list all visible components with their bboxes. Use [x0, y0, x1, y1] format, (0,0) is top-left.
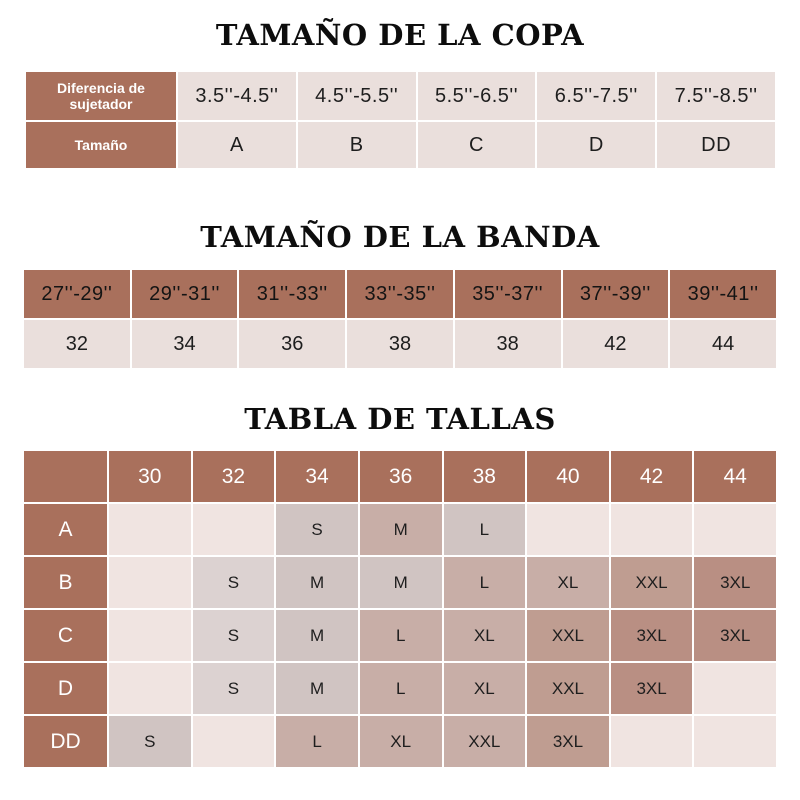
- size-cell: M: [360, 504, 442, 555]
- cup-size-title: TAMAÑO DE LA COPA: [215, 18, 585, 52]
- band-column-header: 44: [694, 451, 776, 502]
- band-range-row: [24, 270, 776, 318]
- size-cell: [109, 663, 191, 714]
- band-range-cell: 33''-35'': [347, 270, 453, 318]
- band-range-cell: 35''-37'': [455, 270, 561, 318]
- size-cell: L: [444, 557, 526, 608]
- size-cell: 3XL: [694, 557, 776, 608]
- cup-row-label: B: [24, 557, 107, 608]
- size-cell: L: [276, 716, 358, 767]
- band-size-cell: 38: [347, 320, 453, 368]
- size-chart-row: [24, 610, 776, 661]
- size-cell: 3XL: [611, 610, 693, 661]
- band-column-header: 36: [360, 451, 442, 502]
- size-chart-title: TABLA DE TALLAS: [244, 402, 556, 436]
- size-cell: 3XL: [527, 716, 609, 767]
- band-column-header: 38: [444, 451, 526, 502]
- cup-size-row: [26, 122, 775, 168]
- cup-size-label: Tamaño: [26, 122, 176, 168]
- size-cell: S: [109, 716, 191, 767]
- size-cell: [527, 504, 609, 555]
- size-cell: [611, 504, 693, 555]
- cup-difference-cell: 3.5''-4.5'': [178, 72, 296, 120]
- size-cell: XL: [444, 610, 526, 661]
- size-cell: S: [193, 663, 275, 714]
- size-cell: [193, 504, 275, 555]
- size-chart-table: [22, 449, 778, 769]
- size-cell: [611, 716, 693, 767]
- band-range-cell: 27''-29'': [24, 270, 130, 318]
- size-chart-row: [24, 504, 776, 555]
- size-cell: 3XL: [611, 663, 693, 714]
- size-chart-row: [24, 663, 776, 714]
- size-cell: M: [276, 557, 358, 608]
- size-cell: M: [276, 663, 358, 714]
- size-cell: [193, 716, 275, 767]
- band-column-header: 30: [109, 451, 191, 502]
- size-chart-corner: [24, 451, 107, 502]
- size-cell: 3XL: [694, 610, 776, 661]
- cup-row-label: D: [24, 663, 107, 714]
- size-cell: [694, 504, 776, 555]
- band-column-header: 40: [527, 451, 609, 502]
- band-range-cell: 31''-33'': [239, 270, 345, 318]
- size-cell: [694, 716, 776, 767]
- size-cell: S: [276, 504, 358, 555]
- band-range-cell: 29''-31'': [132, 270, 238, 318]
- band-range-cell: 39''-41'': [670, 270, 776, 318]
- band-size-cell: 34: [132, 320, 238, 368]
- size-cell: M: [276, 610, 358, 661]
- cup-row-label: DD: [24, 716, 107, 767]
- cup-row-label: C: [24, 610, 107, 661]
- size-cell: XXL: [444, 716, 526, 767]
- band-size-row: [24, 320, 776, 368]
- band-range-cell: 37''-39'': [563, 270, 669, 318]
- band-size-cell: 44: [670, 320, 776, 368]
- size-cell: XXL: [611, 557, 693, 608]
- cup-difference-cell: 4.5''-5.5'': [298, 72, 416, 120]
- band-size-cell: 38: [455, 320, 561, 368]
- size-cell: [694, 663, 776, 714]
- size-chart-row: [24, 716, 776, 767]
- size-cell: [109, 610, 191, 661]
- size-cell: [109, 557, 191, 608]
- band-column-header: 42: [611, 451, 693, 502]
- cup-size-cell: DD: [657, 122, 775, 168]
- cup-difference-cell: 5.5''-6.5'': [418, 72, 536, 120]
- size-cell: XL: [527, 557, 609, 608]
- cup-size-cell: C: [418, 122, 536, 168]
- cup-row-label: A: [24, 504, 107, 555]
- size-cell: XXL: [527, 663, 609, 714]
- cup-size-cell: B: [298, 122, 416, 168]
- size-cell: L: [360, 610, 442, 661]
- size-cell: M: [360, 557, 442, 608]
- band-size-cell: 42: [563, 320, 669, 368]
- cup-difference-cell: 7.5''-8.5'': [657, 72, 775, 120]
- size-cell: S: [193, 610, 275, 661]
- size-cell: L: [444, 504, 526, 555]
- size-cell: S: [193, 557, 275, 608]
- size-cell: L: [360, 663, 442, 714]
- size-chart-header-row: [24, 451, 776, 502]
- band-size-title: TAMAÑO DE LA BANDA: [200, 220, 600, 254]
- cup-size-table: [24, 70, 777, 170]
- band-size-cell: 36: [239, 320, 345, 368]
- band-column-header: 32: [193, 451, 275, 502]
- cup-size-cell: A: [178, 122, 296, 168]
- cup-difference-label: Diferencia de sujetador: [26, 72, 176, 120]
- cup-difference-cell: 6.5''-7.5'': [537, 72, 655, 120]
- band-size-table: [22, 268, 778, 370]
- size-chart-row: [24, 557, 776, 608]
- cup-size-cell: D: [537, 122, 655, 168]
- size-cell: [109, 504, 191, 555]
- cup-difference-row: [26, 72, 775, 120]
- band-size-cell: 32: [24, 320, 130, 368]
- band-column-header: 34: [276, 451, 358, 502]
- size-cell: XXL: [527, 610, 609, 661]
- size-cell: XL: [360, 716, 442, 767]
- size-cell: XL: [444, 663, 526, 714]
